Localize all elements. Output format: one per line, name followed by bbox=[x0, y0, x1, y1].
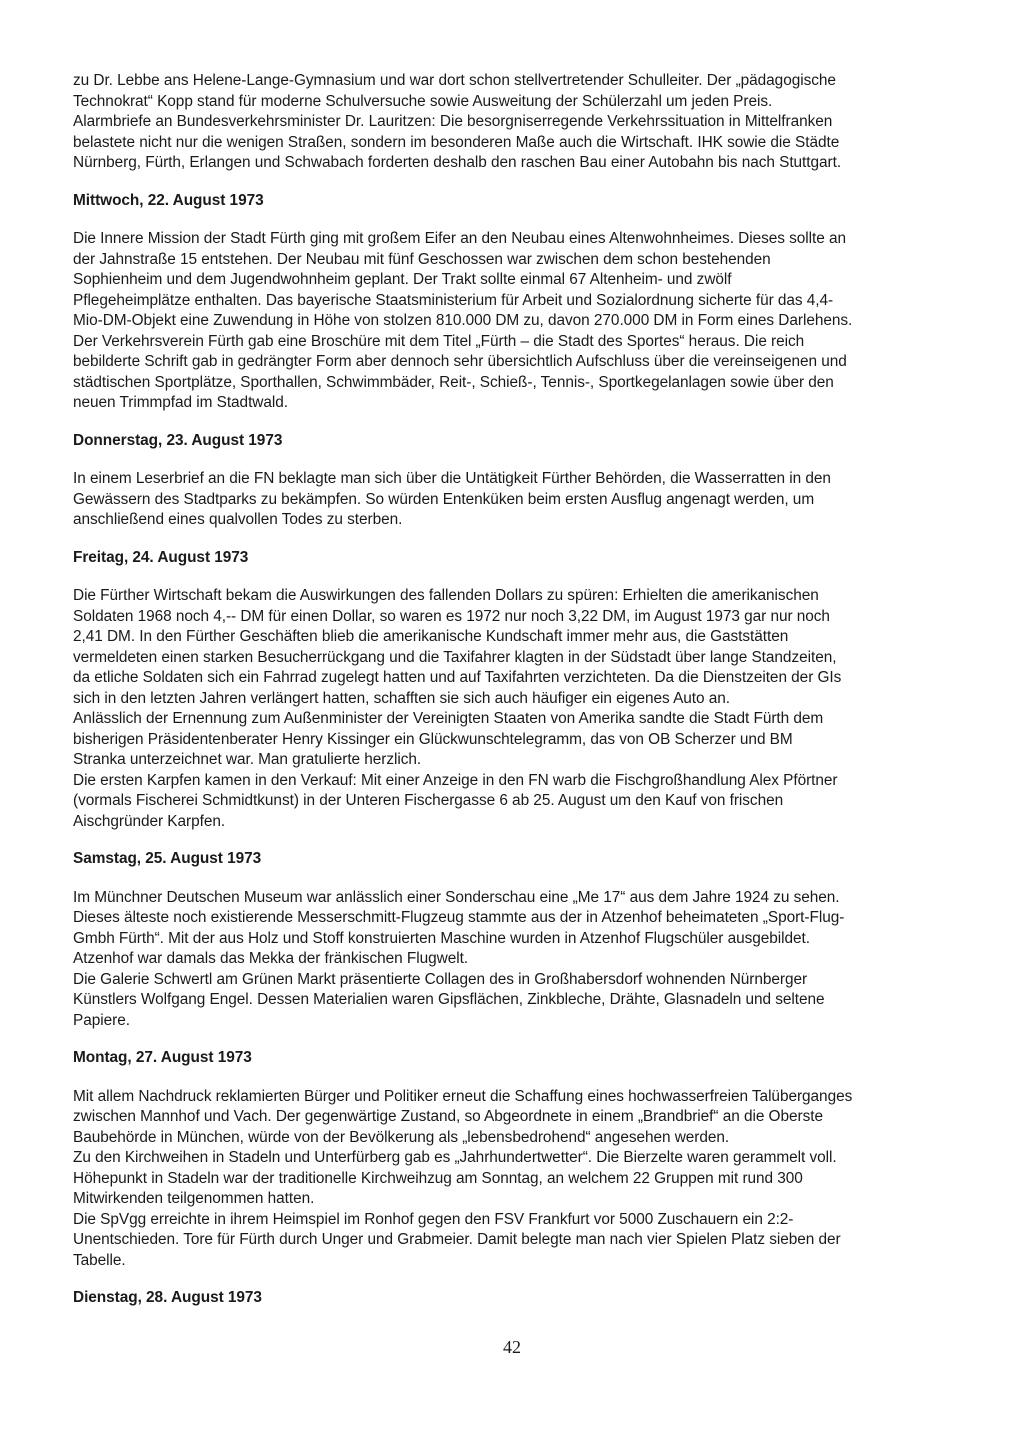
page-number: 42 bbox=[503, 1337, 521, 1357]
text-line: Sophienheim und dem Jugendwohnheim geplant. Der Trakt sollte einmal 67 Altenheim- und zwölf bbox=[73, 271, 732, 288]
intro-paragraph bbox=[73, 71, 957, 174]
section-montag-27-august bbox=[73, 1048, 957, 1271]
text-line: Künstlers Wolfgang Engel. Dessen Materialien waren Gipsflächen, Zinkbleche, Drähte, Glasnadeln und seltene bbox=[73, 991, 825, 1008]
text-line: zu Dr. Lebbe ans Helene-Lange-Gymnasium und war dort schon stellvertretender Schulleiter. Der „pädagogische bbox=[73, 72, 836, 89]
text-line: Atzenhof war damals das Mekka der fränkischen Flugwelt. bbox=[73, 950, 469, 967]
text-line: Baubehörde in München, würde von der Bevölkerung als „lebensbedrohend“ angesehen werden. bbox=[73, 1128, 730, 1146]
section-heading: Dienstag, 28. August 1973 bbox=[73, 1289, 262, 1306]
text-line: da etliche Soldaten sich ein Fahrrad zugelegt hatten und auf Taxifahrten verzichteten. Da die Dienstzeiten der GIs bbox=[73, 669, 842, 686]
text-line: Die Galerie Schwertl am Grünen Markt präsentierte Collagen des in Großhabersdorf wohnenden Nürnberger bbox=[73, 970, 808, 988]
section-samstag-25-august bbox=[73, 849, 957, 1031]
text-line: Soldaten 1968 noch 4,-- DM für einen Dollar, so waren es 1972 nur noch 3,22 DM, im August 1973 gar nur noch bbox=[73, 607, 830, 625]
text-line: Pflegeheimplätze enthalten. Das bayerische Staatsministerium für Arbeit und Sozialordnung sicherte für das 4,4- bbox=[73, 291, 834, 309]
section-heading: Samstag, 25. August 1973 bbox=[73, 850, 262, 867]
text-line: Mitwirkenden teilgenommen hatten. bbox=[73, 1190, 315, 1207]
text-line: Im Münchner Deutschen Museum war anlässlich einer Sonderschau eine „Me 17“ aus dem Jahre 1924 zu sehen. bbox=[73, 888, 840, 906]
text-line: Mio-DM-Objekt eine Zuwendung in Höhe von stolzen 810.000 DM zu, davon 270.000 DM in Form eines Darlehens. bbox=[73, 312, 853, 329]
section-heading: Freitag, 24. August 1973 bbox=[73, 548, 249, 566]
paragraph bbox=[73, 888, 957, 1032]
document-content bbox=[73, 71, 957, 1327]
text-line: vermeldeten einen starken Besucherrückgang und die Taxifahrer klagten in der Südstadt über lange Standzeiten, bbox=[73, 648, 837, 666]
section-donnerstag-23-august bbox=[73, 431, 957, 531]
paragraph bbox=[73, 1087, 957, 1272]
text-line: Die ersten Karpfen kamen in den Verkauf: Mit einer Anzeige in den FN warb die Fischgroßhandlung Alex Pförtner bbox=[73, 771, 838, 789]
text-line: Die SpVgg erreichte in ihrem Heimspiel im Ronhof gegen den FSV Frankfurt vor 5000 Zuschauern ein 2:2- bbox=[73, 1210, 794, 1228]
text-line: Anlässlich der Ernennung zum Außenminister der Vereinigten Staaten von Amerika sandte die Stadt Fürth dem bbox=[73, 710, 824, 727]
text-line: Papiere. bbox=[73, 1011, 130, 1029]
text-line: belastete nicht nur die wenigen Straßen, sondern im besonderen Maße auch die Wirtschaft. IHK sowie die Städte bbox=[73, 133, 840, 151]
text-line: städtischen Sportplätze, Sporthallen, Schwimmbäder, Reit-, Schieß-, Tennis-, Sportkegelanlagen sowie über den bbox=[73, 373, 834, 391]
text-line: bebilderte Schrift gab in gedrängter Form aber dennoch sehr übersichtlich Aufschluss über die vereinseigenen und bbox=[73, 353, 847, 370]
text-line: bisherigen Präsidentenberater Henry Kissinger ein Glückwunschtelegramm, das von OB Scherzer und BM bbox=[73, 730, 793, 748]
text-line: zwischen Mannhof und Vach. Der gegenwärtige Zustand, so Abgeordnete in einem „Brandbrief“ an die Oberste bbox=[73, 1108, 823, 1125]
text-line: Die Fürther Wirtschaft bekam die Auswirkungen des fallenden Dollars zu spüren: Erhielten die amerikanischen bbox=[73, 587, 819, 604]
text-line: Zu den Kirchweihen in Stadeln und Unterfürberg gab es „Jahrhundertwetter“. Die Bierzelte waren gerammelt voll. bbox=[73, 1149, 837, 1166]
text-line: Gewässern des Stadtparks zu bekämpfen. So würden Entenküken beim ersten Ausflug angenagt werden, um bbox=[73, 490, 815, 508]
text-line: der Jahnstraße 15 entstehen. Der Neubau mit fünf Geschossen war zwischen dem schon bestehenden bbox=[73, 250, 771, 268]
section-dienstag-28-august bbox=[73, 1288, 957, 1309]
text-line: 2,41 DM. In den Fürther Geschäften blieb die amerikanische Kundschaft immer mehr aus, die Gaststätten bbox=[73, 628, 789, 645]
text-line: sich in den letzten Jahren verlängert hatten, schafften sie sich auch häufiger ein eigenes Auto an. bbox=[73, 689, 730, 707]
text-line: Unentschieden. Tore für Fürth durch Unger und Grabmeier. Damit belegte man nach vier Spielen Platz sieben der bbox=[73, 1231, 841, 1248]
paragraph bbox=[73, 586, 957, 832]
text-line: Aischgründer Karpfen. bbox=[73, 812, 226, 830]
text-line: Tabelle. bbox=[73, 1251, 126, 1269]
section-heading: Montag, 27. August 1973 bbox=[73, 1049, 252, 1066]
paragraph bbox=[73, 229, 957, 414]
text-line: Nürnberg, Fürth, Erlangen und Schwabach forderten deshalb den raschen Bau einer Autobahn bis nach Stuttgart. bbox=[73, 154, 842, 171]
text-line: Der Verkehrsverein Fürth gab eine Broschüre mit dem Titel „Fürth – die Stadt des Sportes“ heraus. Die reich bbox=[73, 332, 805, 350]
section-heading: Mittwoch, 22. August 1973 bbox=[73, 191, 264, 209]
text-line: Die Innere Mission der Stadt Fürth ging mit großem Eifer an den Neubau eines Altenwohnheimes. Dieses sollte an bbox=[73, 230, 846, 247]
text-line: Gmbh Fürth“. Mit der aus Holz und Stoff konstruierten Maschine wurden in Atzenhof Flugschüler ausgebildet. bbox=[73, 929, 810, 947]
section-freitag-24-august bbox=[73, 548, 957, 833]
paragraph bbox=[73, 469, 957, 531]
text-line: Stranka unterzeichnet war. Man gratulierte herzlich. bbox=[73, 751, 422, 768]
text-line: Technokrat“ Kopp stand für moderne Schulversuche sowie Ausweitung der Schülerzahl um jeden Preis. bbox=[73, 92, 773, 110]
text-line: Alarmbriefe an Bundesverkehrsminister Dr. Lauritzen: Die besorgniserregende Verkehrssituation in Mittelfranken bbox=[73, 113, 833, 130]
text-line: neuen Trimmpfad im Stadtwald. bbox=[73, 394, 288, 411]
text-line: (vormals Fischerei Schmidtkunst) in der Unteren Fischergasse 6 ab 25. August um den Kauf von frischen bbox=[73, 792, 784, 809]
text-line: In einem Leserbrief an die FN beklagte man sich über die Untätigkeit Fürther Behörden, die Wasserratten in den bbox=[73, 470, 831, 487]
text-line: Mit allem Nachdruck reklamierten Bürger und Politiker erneut die Schaffung eines hochwasserfreien Talüberganges bbox=[73, 1087, 853, 1105]
section-heading: Donnerstag, 23. August 1973 bbox=[73, 431, 283, 449]
text-line: anschließend eines qualvollen Todes zu sterben. bbox=[73, 511, 403, 528]
text-line: Höhepunkt in Stadeln war der traditionelle Kirchweihzug am Sonntag, an welchem 22 Gruppen mit rund 300 bbox=[73, 1169, 803, 1187]
section-mittwoch-22-august bbox=[73, 191, 957, 414]
text-line: Dieses älteste noch existierende Messerschmitt-Flugzeug stammte aus der in Atzenhof beheimateten „Sport-Flug- bbox=[73, 909, 845, 926]
